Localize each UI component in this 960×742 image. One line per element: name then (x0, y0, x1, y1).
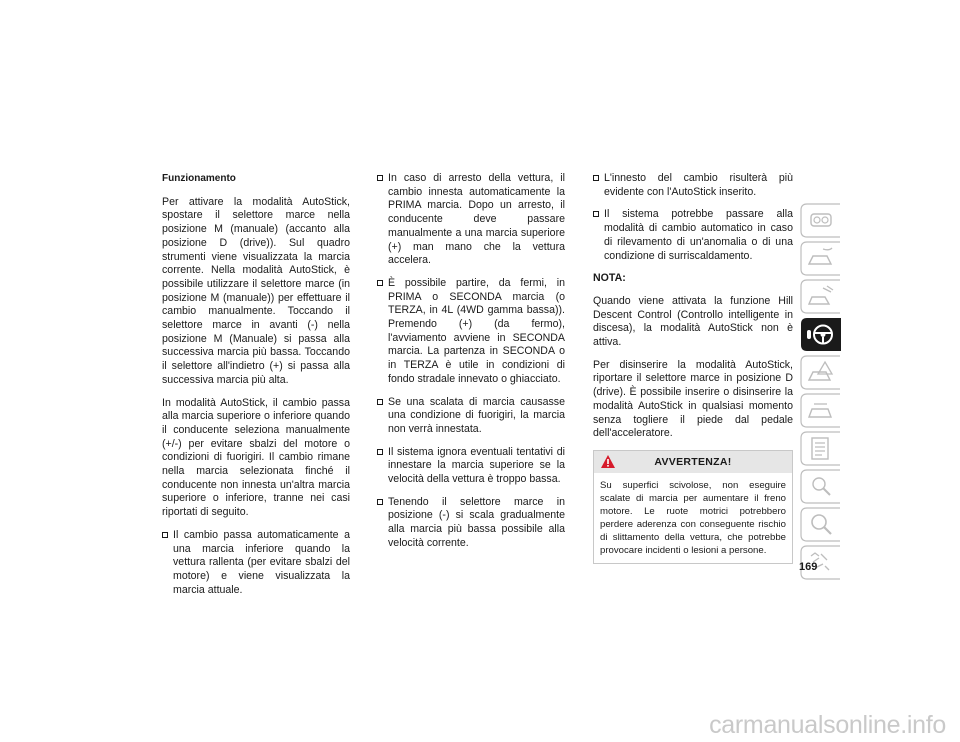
checkbox-bullet-icon (162, 532, 168, 538)
tab-start[interactable] (799, 278, 841, 315)
tab-maintenance[interactable] (799, 392, 841, 429)
warning-title: AVVERTENZA! (654, 455, 732, 468)
warning-header (594, 451, 792, 473)
column-1 (162, 172, 350, 606)
list-item: Se una scalata di marcia causasse una condizione di fuorigiri, la marcia non verrà innestata. (377, 396, 565, 437)
paragraph-activate: Per attivare la modalità AutoStick, spostare il selettore marce nella posizione M (manuale) (accanto alla posizione D (drive)). Sul quadro strumenti viene visualizzata la marcia corrente. Nella modalità AutoStick, è possibile utilizzare il selettore marce (in posizione M (manuale)) per effettuare il cambio manualmente. Toccando il selettore marce in avanti (-) nella posizione M (Manuale) si passa alla successiva marcia più bassa. Toccando il selettore all'indietro (+) si passa alla successiva marcia più alta. (162, 195, 350, 386)
list-item: L'innesto del cambio risulterà più evidente con l'AutoStick inserito. (593, 172, 793, 199)
checkbox-bullet-icon (377, 449, 383, 455)
checkbox-bullet-icon (593, 175, 599, 181)
checkbox-bullet-icon (377, 399, 383, 405)
list-item: Tenendo il selettore marce in posizione (-) si scala gradualmente alla marcia più bassa possibile alla velocità corrente. (377, 496, 565, 551)
tab-index[interactable] (799, 506, 841, 543)
tab-driving[interactable] (799, 316, 841, 353)
chapter-sidebar (799, 202, 841, 582)
car-safety-icon (799, 240, 841, 277)
warning-text: Su superfici scivolose, non eseguire scalate di marcia per aumentare il freno motore. Le ruote motrici potrebbero perdere aderenza con conseguente rischio di slittamento della vettura, che potrebbe provocare incidenti o lesioni a persone. (600, 479, 786, 556)
warning-box (593, 450, 793, 564)
wrench-tools-icon (799, 468, 841, 505)
list-item: Il sistema ignora eventuali tentativi di innestare la marcia superiore se la velocità della vettura è troppo bassa. (377, 446, 565, 487)
list-item: Il cambio passa automaticamente a una marcia inferiore quando la vettura rallenta (per evitare sbalzi del motore) e viene visualizzata la marcia attuale. (162, 529, 350, 598)
column-2 (377, 172, 565, 560)
list-item: In caso di arresto della vettura, il cambio innesta automaticamente la PRIMA marcia. Dopo un arresto, il conducente deve passare manualmente a una marcia superiore (+) man mano che la vettura accelera. (377, 172, 565, 268)
section-heading: Funzionamento (162, 173, 236, 184)
checkbox-bullet-icon (377, 175, 383, 181)
checkbox-bullet-icon (593, 211, 599, 217)
footer-watermark: carmanualsonline.info (709, 711, 946, 739)
note-text: Quando viene attivata la funzione Hill Descent Control (Controllo intelligente in discesa), la modalità AutoStick non è attiva. (593, 294, 793, 349)
tab-dashboard[interactable] (799, 202, 841, 239)
list-item: Il sistema potrebbe passare alla modalità di cambio automatico in caso di rilevamento di un'anomalia o di una condizione di surriscaldamento. (593, 208, 793, 263)
tab-emergency[interactable] (799, 354, 841, 391)
page-number: 169 (799, 561, 818, 573)
checkbox-bullet-icon (377, 499, 383, 505)
car-warning-icon (799, 354, 841, 391)
tab-service[interactable] (799, 430, 841, 467)
checkbox-bullet-icon (377, 280, 383, 286)
service-list-icon (799, 430, 841, 467)
list-item: È possibile partire, da fermi, in PRIMA o SECONDA marcia (o TERZA, in 4L (4WD gamma bassa)). Premendo (+) (da fermo), l'avviamento avviene in SECONDA marcia. La partenza in SECONDA o in TERZA è utile in condizioni di fondo stradale innevato o ghiacciato. (377, 277, 565, 387)
car-tools-icon (799, 392, 841, 429)
column-3 (593, 172, 793, 564)
magnifier-icon (799, 506, 841, 543)
paragraph-disable: Per disinserire la modalità AutoStick, riportare il selettore marce in posizione D (drive). È possibile inserire o disinserire la modalità AutoStick in qualsiasi momento senza togliere il piede dal pedale dell'acceleratore. (593, 358, 793, 440)
steering-wheel-icon (799, 316, 841, 353)
car-start-icon (799, 278, 841, 315)
tab-safety[interactable] (799, 240, 841, 277)
car-dashboard-icon (799, 202, 841, 239)
paragraph-autostick-mode: In modalità AutoStick, il cambio passa alla marcia superiore o inferiore quando il conducente seleziona manualmente (+/-) per evitare sbalzi del motore o condizioni di fuorigiri. Il cambio rimane nella marcia selezionata finché il conducente non innesta un'altra marcia superiore o inferiore, tranne nei casi riportati di seguito. (162, 396, 350, 519)
note-title: NOTA: (593, 272, 626, 285)
tab-technical[interactable] (799, 468, 841, 505)
